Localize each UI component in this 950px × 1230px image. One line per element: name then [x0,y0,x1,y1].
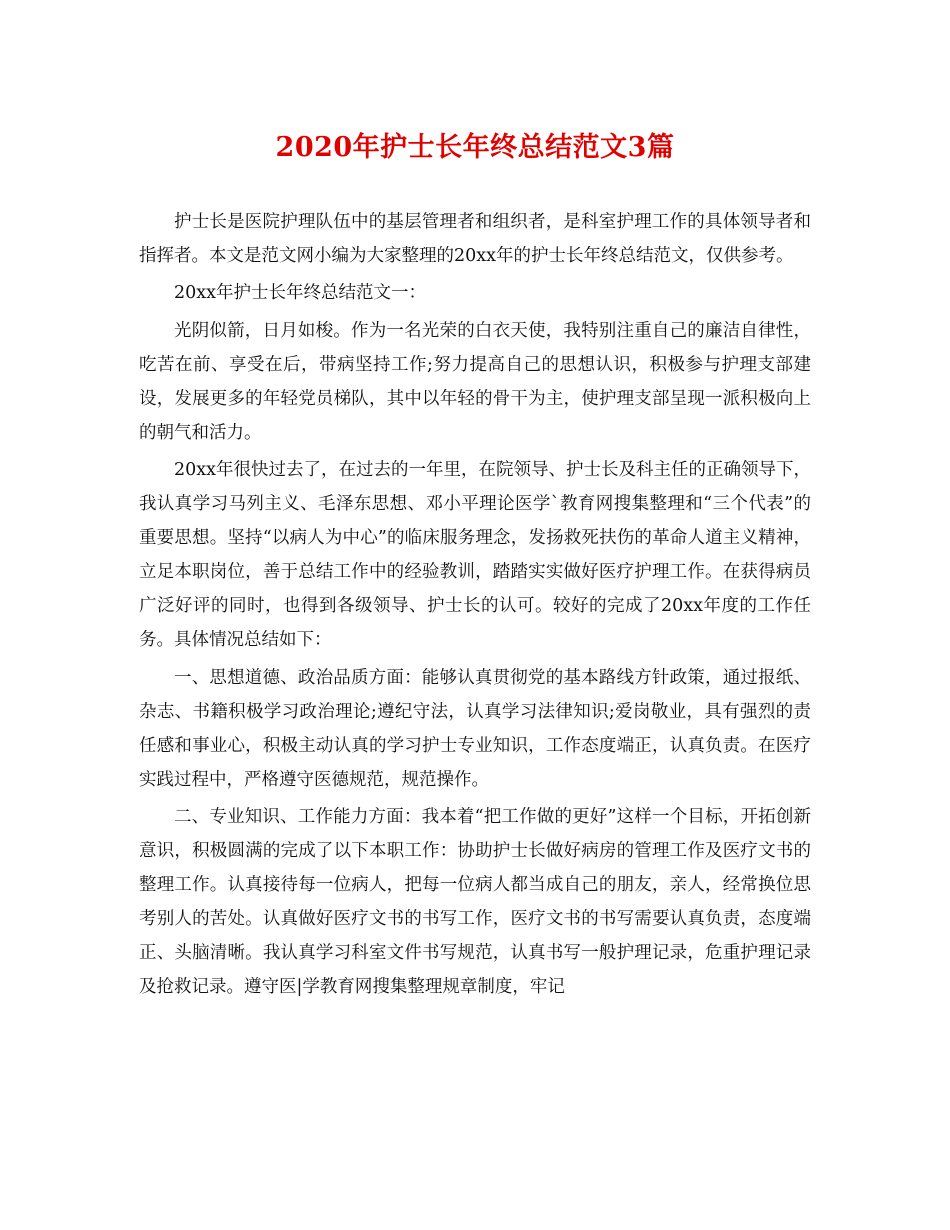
body-paragraph: 20xx年很快过去了，在过去的一年里，在院领导、护士长及科主任的正确领导下，我认真学习马列主义、毛泽东思想、邓小平理论医学`教育网搜集整理和“三个代表”的重要思想。坚持“以病人为中心”的临床服务理念，发扬救死扶伤的革命人道主义精神，立足本职岗位，善于总结工作中的经验教训，踏踏实实做好医疗护理工作。在获得病员广泛好评的同时，也得到各级领导、护士长的认可。较好的完成了20xx年度的工作任务。具体情况总结如下： [139,460,812,651]
document-body [139,205,811,1007]
section-heading: 20xx年护士长年终总结范文一： [174,283,427,304]
intro-paragraph: 护士长是医院护理队伍中的基层管理者和组织者，是科室护理工作的具体领导者和指挥者。本文是范文网小编为大家整理的20xx年的护士长年终总结范文，仅供参考。 [139,212,811,266]
body-paragraph: 二、专业知识、工作能力方面：我本着“把工作做的更好”这样一个目标，开拓创新意识，积极圆满的完成了以下本职工作：协助护士长做好病房的管理工作及医疗文书的整理工作。认真接待每一位病人，把每一位病人都当成自己的朋友，亲人，经常换位思考别人的苦处。认真做好医疗文书的书写工作，医疗文书的书写需要认真负责，态度端正、头脑清晰。我认真学习科室文件书写规范，认真书写一般护理记录，危重护理记录及抢救记录。遵守医|学教育网搜集整理规章制度，牢记 [139,806,811,997]
body-paragraph: 光阴似箭，日月如梭。作为一名光荣的白衣天使，我特别注重自己的廉洁自律性，吃苦在前、享受在后，带病坚持工作;努力提高自己的思想认识，积极参与护理支部建设，发展更多的年轻党员梯队，其中以年轻的骨干为主，使护理支部呈现一派积极向上的朝气和活力。 [139,320,811,443]
body-paragraph: 一、思想道德、政治品质方面：能够认真贯彻党的基本路线方针政策，通过报纸、杂志、书籍积极学习政治理论;遵纪守法，认真学习法律知识;爱岗敬业，具有强烈的责任感和事业心，积极主动认真的学习护士专业知识，工作态度端正，认真负责。在医疗实践过程中，严格遵守医德规范，规范操作。 [139,667,811,790]
document-title: 2020年护士长年终总结范文3篇 [275,132,675,163]
